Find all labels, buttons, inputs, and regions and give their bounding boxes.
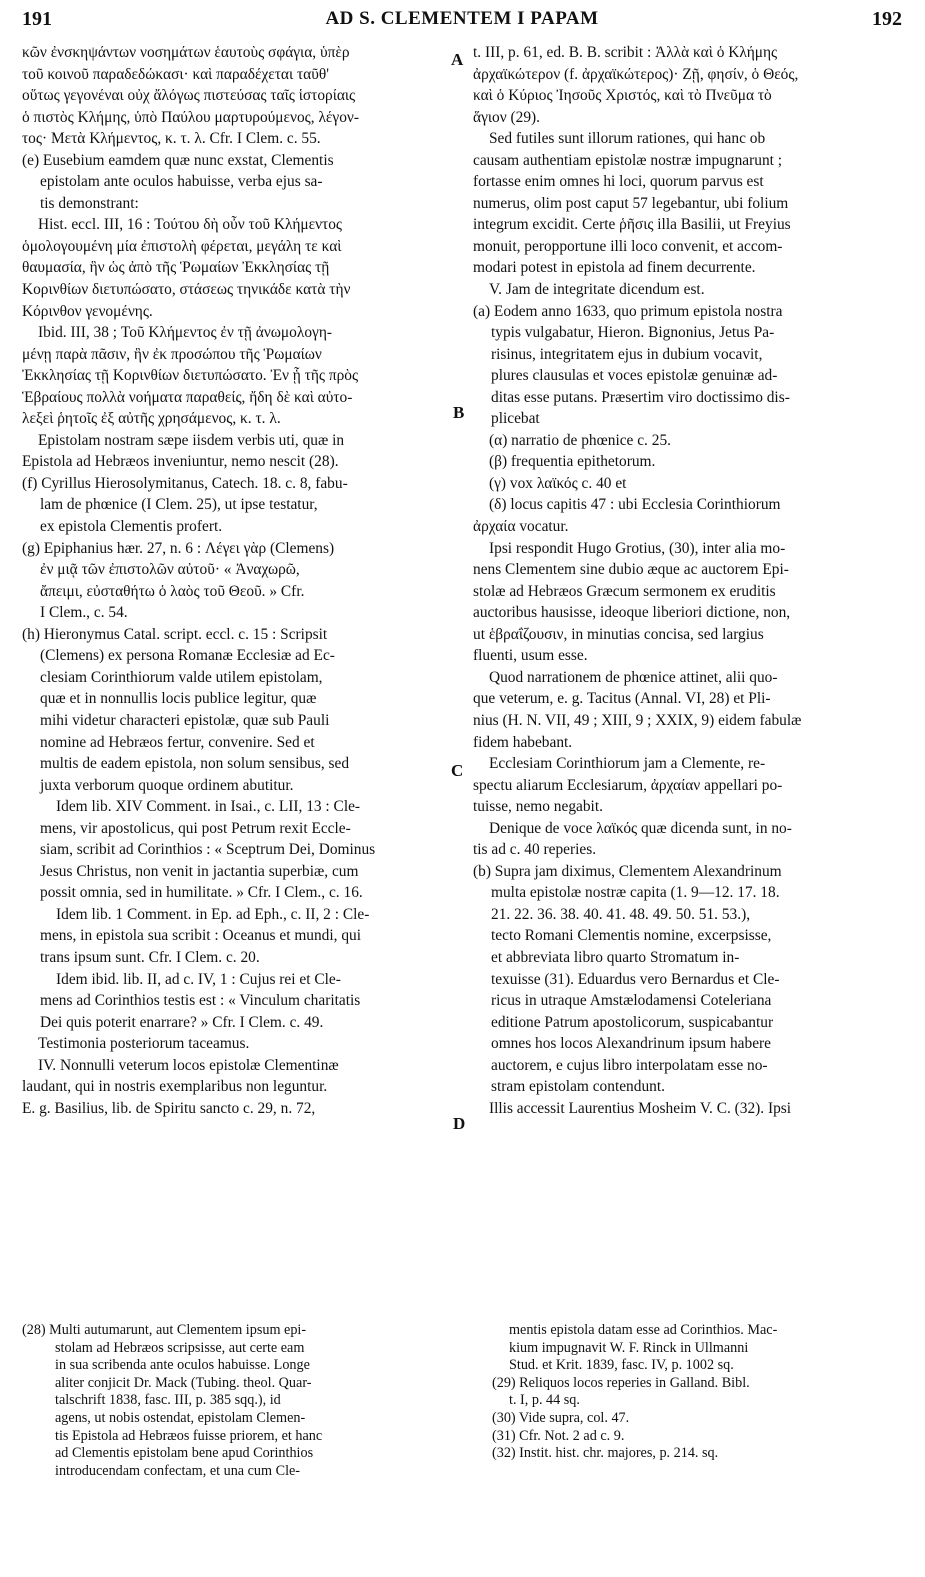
text-line: Ἐκκλησίας τῇ Κορινθίων διετυπώσατο. Ἐν ᾗ τῆς πρὸς <box>22 367 359 385</box>
text-line: causam authentiam epistolæ nostræ impugnarunt ; <box>473 151 783 169</box>
text-line: clesiam Corinthiorum valde utilem epistolam, <box>40 668 323 686</box>
text-line: V. Jam de integritate dicendum est. <box>489 281 705 299</box>
text-line: (f) Cyrillus Hierosolymitanus, Catech. 18. c. 8, fabu- <box>22 474 348 492</box>
text-line: ἅγιον (29). <box>473 108 540 126</box>
footnote-line: ad Clementis epistolam bene apud Corinthios <box>55 1445 314 1462</box>
text-line: trans ipsum sunt. Cfr. I Clem. c. 20. <box>40 948 260 966</box>
text-line: mens, in epistola sua scribit : Oceanus et mundi, qui <box>40 927 362 945</box>
text-line: auctoribus hausisse, ideoque liberiori dictione, non, <box>473 604 791 622</box>
text-line: mens, vir apostolicus, qui post Petrum rexit Eccle- <box>40 819 351 837</box>
right-column <box>473 42 903 1119</box>
text-line: Illis accessit Laurentius Mosheim V. C. (32). Ipsi <box>489 1099 792 1117</box>
text-line: nomine ad Hebræos fertur, convenire. Sed et <box>40 733 315 751</box>
text-line: οὕτως γεγονέναι οὐχ ἄλόγως πιστεύσας ταῖς ἱστορίαις <box>22 87 356 105</box>
text-line: Idem ibid. lib. II, ad c. IV, 1 : Cujus rei et Cle- <box>56 970 341 988</box>
text-line: τος· Μετὰ Κλήμεντος, κ. τ. λ. Cfr. I Clem. c. 55. <box>22 130 321 148</box>
text-line: Κόρινθον γενομένης. <box>22 302 153 320</box>
text-line: ὁ πιστὸς Κλήμης, ὑπὸ Παύλου μαρτυρούμενος, λέγον- <box>22 108 359 126</box>
text-line: Testimonia posteriorum taceamus. <box>38 1035 250 1053</box>
text-line: integrum excidit. Certe ῥῆσις illa Basilii, ut Freyius <box>473 216 791 234</box>
text-line: possit omnia, sed in humilitate. » Cfr. I Clem., c. 16. <box>40 884 363 902</box>
text-line: Idem lib. XIV Comment. in Isai., c. LII, 13 : Cle- <box>56 798 361 816</box>
text-line: mihi videtur characteri epistolæ, quæ sub Pauli <box>40 711 330 729</box>
footnote-line: (29) Reliquos locos reperies in Galland. Bibl. <box>492 1374 750 1391</box>
text-line: (e) Eusebium eamdem quæ nunc exstat, Clementis <box>22 151 334 169</box>
text-line: ἀρχαϊκώτερον (f. ἀρχαϊκώτερος)· Ζῇ, φησίν, ὁ Θεός, <box>473 65 799 83</box>
text-line: ut ἑβραΐζουσιν, in minutias concisa, sed largius <box>473 625 764 643</box>
footnote-line: in sua scribenda ante oculos habuisse. Longe <box>55 1357 310 1374</box>
text-line: nius (H. N. VII, 49 ; XIII, 9 ; XXIX, 9) eidem fabulæ <box>473 711 802 729</box>
text-line: omnes hos locos Alexandrinum ipsum habere <box>491 1035 771 1053</box>
footnote-line: talschrift 1838, fasc. III, p. 385 sqq.), id <box>55 1392 281 1409</box>
text-line: tuisse, nemo negabit. <box>473 798 603 816</box>
text-line: juxta verborum quoque ordinem abutitur. <box>40 776 294 794</box>
text-line: Hist. eccl. III, 16 : Τούτου δὴ οὖν τοῦ Κλήμεντος <box>38 216 343 234</box>
text-line: modari potest in epistola ad finem decurrente. <box>473 259 756 277</box>
footnote-line: Stud. et Krit. 1839, fasc. IV, p. 1002 sq. <box>509 1357 734 1374</box>
text-line: I Clem., c. 54. <box>40 604 128 622</box>
text-line: Ecclesiam Corinthiorum jam a Clemente, re- <box>489 755 766 773</box>
text-line: Denique de voce λαϊκός quæ dicenda sunt, in no- <box>489 819 792 837</box>
footnote-line: (28) Multi autumarunt, aut Clementem ipsum epi- <box>22 1322 307 1338</box>
text-line: Jesus Christus, non venit in jactantia superbiæ, cum <box>40 862 359 880</box>
text-line: IV. Nonnulli veterum locos epistolæ Clementinæ <box>38 1056 339 1074</box>
text-line: Ibid. III, 38 ; Τοῦ Κλήμεντος ἐν τῇ ἀνωμολογη- <box>38 324 332 342</box>
text-line: μένῃ παρὰ πᾶσιν, ἣν ἐκ προσώπου τῆς Ῥωμαίων <box>22 345 322 363</box>
footnotes-right <box>492 1322 904 1463</box>
text-line: (a) Eodem anno 1633, quo primum epistola nostra <box>473 302 783 320</box>
text-line: λεξεὶ ῥητοῖς ἐξ αὐτῆς χρησάμενος, κ. τ. λ. <box>22 410 281 428</box>
footnote-line: t. I, p. 44 sq. <box>509 1392 580 1409</box>
text-line: nens Clementem sine dubio æque ac auctorem Epi- <box>473 561 789 579</box>
text-line: θαυμασία, ἣν ὡς ἀπὸ τῆς Ῥωμαίων Ἐκκλησίας τῇ <box>22 259 330 277</box>
page-header <box>22 8 902 38</box>
text-line: (α) narratio de phœnice c. 25. <box>489 431 671 449</box>
footnote-line: agens, ut nobis ostendat, epistolam Clemen- <box>55 1409 306 1426</box>
text-line: plures clausulas et voces epistolæ genuinæ ad- <box>491 367 778 385</box>
footnote-line: (31) Cfr. Not. 2 ad c. 9. <box>492 1427 625 1444</box>
text-line: tis ad c. 40 reperies. <box>473 841 597 859</box>
text-line: ditas esse putans. Præsertim viro doctissimo dis- <box>491 388 790 406</box>
text-line: καὶ ὁ Κύριος Ἰησοῦς Χριστός, καὶ τὸ Πνεῦμα τὸ <box>473 87 772 105</box>
text-line: Idem lib. 1 Comment. in Ep. ad Eph., c. II, 2 : Cle- <box>56 905 370 923</box>
text-line: ἀρχαία vocatur. <box>473 518 569 536</box>
text-line: lam de phœnice (I Clem. 25), ut ipse testatur, <box>40 496 318 514</box>
footnote-line: (32) Instit. hist. chr. majores, p. 214. sq. <box>492 1445 719 1462</box>
text-line: laudant, qui in nostris exemplaribus non leguntur. <box>22 1078 328 1096</box>
text-line: epistolam ante oculos habuisse, verba ejus sa- <box>40 173 323 191</box>
text-line: fidem habebant. <box>473 733 573 751</box>
text-line: auctorem, e cujus libro interpolatam esse no- <box>491 1056 768 1074</box>
text-line: typis vulgabatur, Hieron. Bignonius, Jetus Pa- <box>491 324 775 342</box>
text-line: E. g. Basilius, lib. de Spiritu sancto c. 29, n. 72, <box>22 1099 316 1117</box>
text-line: quæ et in nonnullis locis publice legitur, quæ <box>40 690 317 708</box>
footnote-line: kium impugnavit W. F. Rinck in Ullmanni <box>509 1339 749 1356</box>
footnote-line: mentis epistola datam esse ad Corinthios. Mac- <box>509 1322 778 1338</box>
text-line: κῶν ἐνσκηψάντων νοσημάτων ἑαυτοὺς σφάγια, ὑπὲρ <box>22 44 350 61</box>
text-line: multis de eadem epistola, non solum sensibus, sed <box>40 755 350 773</box>
text-line: plicebat <box>491 410 540 428</box>
text-line: monuit, peropportune illi loco convenit, et accom- <box>473 237 783 255</box>
margin-letter-d: D <box>453 1114 466 1133</box>
footnote-line: introducendam confectam, et una cum Cle- <box>55 1462 301 1479</box>
running-title: AD S. CLEMENTEM I PAPAM <box>325 8 599 29</box>
text-line: (b) Supra jam diximus, Clementem Alexandrinum <box>473 862 782 880</box>
text-line: stolæ ad Hebræos Græcum sermonem ex eruditis <box>473 582 776 600</box>
text-line: fluenti, usum esse. <box>473 647 588 665</box>
text-line: et abbreviata libro quarto Stromatum in- <box>491 948 740 966</box>
text-line: (h) Hieronymus Catal. script. eccl. c. 15 : Scripsit <box>22 625 328 643</box>
text-line: Epistolam nostram sæpe iisdem verbis uti, quæ in <box>38 431 345 449</box>
footnote-line: stolam ad Hebræos scripsisse, aut certe eam <box>55 1339 305 1356</box>
text-line: 21. 22. 36. 38. 40. 41. 48. 49. 50. 51. 53.), <box>491 905 751 923</box>
text-line: t. III, p. 61, ed. B. B. scribit : Ἀλλὰ καὶ ὁ Κλήμης <box>473 44 778 61</box>
text-line: tis demonstrant: <box>40 194 139 212</box>
text-line: ὁμολογουμένη μία ἐπιστολὴ φέρεται, μεγάλη τε καὶ <box>22 237 342 255</box>
footnote-line: (30) Vide supra, col. 47. <box>492 1409 630 1426</box>
page-number-left: 191 <box>22 8 52 30</box>
margin-letter-c: C <box>451 761 464 780</box>
margin-letter-a: A <box>451 50 464 69</box>
left-column <box>22 42 447 1119</box>
text-line: risinus, integritatem ejus in dubium vocavit, <box>491 345 763 363</box>
text-line: Ipsi respondit Hugo Grotius, (30), inter alia mo- <box>489 539 786 557</box>
text-line: τοῦ κοινοῦ παραδεδώκασι· καὶ παραδέχεται ταῦθ' <box>22 65 330 83</box>
footnote-line: tis Epistola ad Hebræos fuisse priorem, et hanc <box>55 1427 323 1444</box>
text-line: ricus in utraque Amstælodamensi Coteleriana <box>491 992 772 1010</box>
text-line: (Clemens) ex persona Romanæ Ecclesiæ ad Ec- <box>40 647 335 665</box>
text-line: stram epistolam contendunt. <box>491 1078 665 1096</box>
text-line: editione Patrum apostolicorum, suspicabantur <box>491 1013 774 1031</box>
text-line: (δ) locus capitis 47 : ubi Ecclesia Corinthiorum <box>489 496 781 514</box>
text-line: Epistola ad Hebræos inveniuntur, nemo nescit (28). <box>22 453 339 471</box>
text-line: Quod narrationem de phœnice attinet, alii quo- <box>489 668 778 686</box>
text-line: Ἑβραίους πολλὰ νοήματα παραθείς, ἤδη δὲ καὶ αὐτο- <box>22 388 353 406</box>
text-line: numerus, olim post caput 57 legebantur, ubi folium <box>473 194 789 212</box>
text-line: ex epistola Clementis profert. <box>40 518 223 536</box>
text-line: siam, scribit ad Corinthios : « Sceptrum Dei, Dominus <box>40 841 376 859</box>
text-line: Sed futiles sunt illorum rationes, qui hanc ob <box>489 130 766 148</box>
text-line: que veterum, e. g. Tacitus (Annal. VI, 28) et Pli- <box>473 690 771 708</box>
text-line: multa epistolæ nostræ capita (1. 9—12. 17. 18. <box>491 884 780 902</box>
text-line: ἄπειμι, εὐσταθήτω ὁ λαὸς τοῦ Θεοῦ. » Cfr. <box>40 582 305 600</box>
text-line: spectu aliarum Ecclesiarum, ἀρχαίαν appellari po- <box>473 776 783 794</box>
text-line: fortasse enim omnes hi loci, quorum parvus est <box>473 173 764 191</box>
text-line: texuisse (31). Eduardus vero Bernardus et Cle- <box>491 970 780 988</box>
text-line: mens ad Corinthios testis est : « Vinculum charitatis <box>40 992 361 1010</box>
page-number-right: 192 <box>872 8 902 30</box>
footnotes-left <box>22 1322 452 1480</box>
text-line: (γ) vox λαϊκός c. 40 et <box>489 474 627 492</box>
margin-letter-b: B <box>453 403 465 422</box>
text-line: tecto Romani Clementis nomine, excerpsisse, <box>491 927 772 945</box>
text-line: (β) frequentia epithetorum. <box>489 453 656 471</box>
text-line: Dei quis poterit enarrare? » Cfr. I Clem. c. 49. <box>40 1013 324 1031</box>
text-line: ἐν μιᾷ τῶν ἐπιστολῶν αὐτοῦ· « Ἀναχωρῶ, <box>40 561 300 579</box>
footnote-line: aliter conjicit Dr. Mack (Tubing. theol. Quar- <box>55 1374 312 1391</box>
text-line: Κορινθίων διετυπώσατο, στάσεως τηνικάδε κατὰ τὴν <box>22 281 351 299</box>
text-line: (g) Epiphanius hær. 27, n. 6 : Λέγει γὰρ (Clemens) <box>22 539 335 557</box>
